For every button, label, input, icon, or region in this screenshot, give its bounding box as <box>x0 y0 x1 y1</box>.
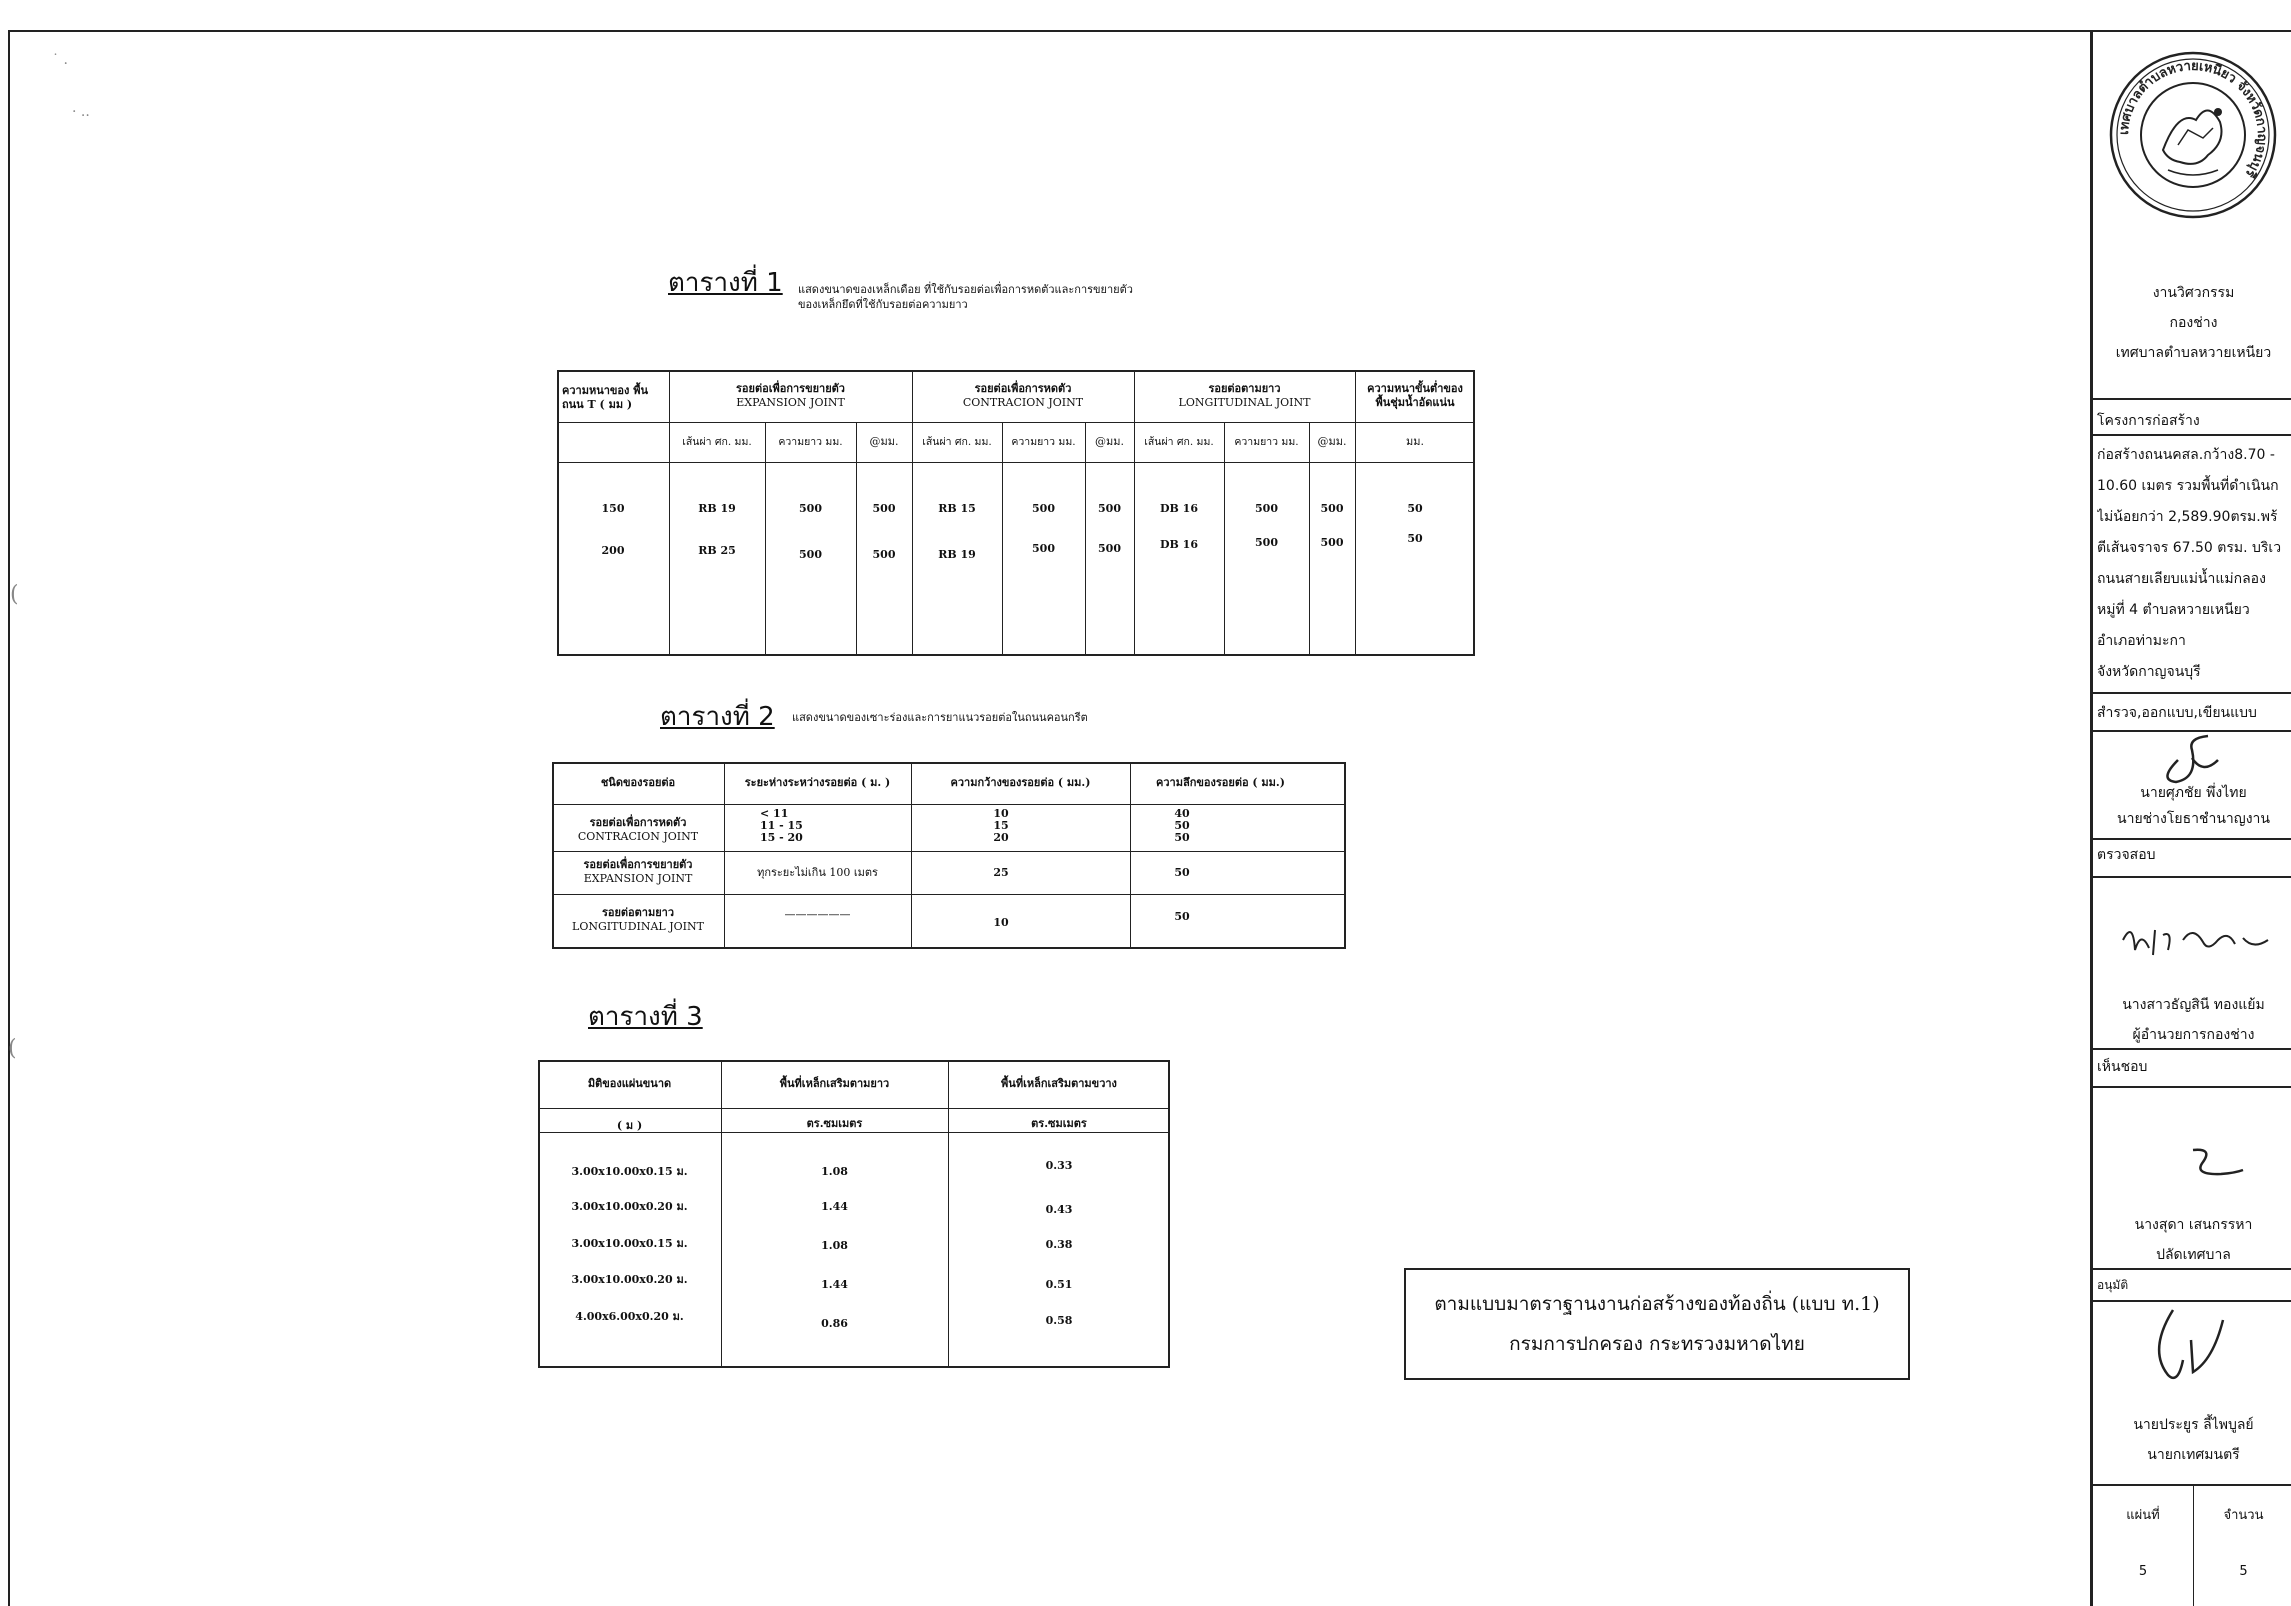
table3-trans: 0.51 <box>1045 1278 1073 1291</box>
table2-spacing: —————— <box>784 908 851 921</box>
checker-block: นางสาวธัญสินี ทองแย้ม ผู้อำนวยการกองช่าง <box>2122 997 2265 1043</box>
table1-header-slab: ความหนาขั้นต่ำของ พื้นชุ่มน้ำอัดแน่น <box>1367 382 1463 409</box>
scan-speck: ( <box>10 582 19 607</box>
standard-note-line1: ตามแบบมาตราฐานงานก่อสร้างของท้องถิ่น (แบบ ท.1) <box>1434 1293 1880 1315</box>
table3-trans: 0.38 <box>1045 1238 1073 1251</box>
table3-dim: 3.00x10.00x0.15 ม. <box>571 1237 688 1250</box>
table1-sub-diameter: เส้นผ่า ศก. มม. <box>922 436 992 448</box>
sheet-label: แผ่นที่ <box>2126 1508 2160 1523</box>
checker-signature-icon <box>2113 910 2283 970</box>
table1-cell: RB 19 <box>938 548 976 561</box>
table2-header: ระยะห่างระหว่างรอยต่อ ( ม. ) <box>744 776 891 789</box>
table3-unit: ตร.ซมเมตร <box>1031 1117 1087 1130</box>
surveyor-block: นายศุภชัย พึ่งไทย นายช่างโยธาชำนาญงาน <box>2117 785 2270 827</box>
table1-sub-length: ความยาว มม. <box>1011 436 1076 448</box>
table1-cell: 500 <box>1320 502 1344 515</box>
table2-spacing: < 11 11 - 15 15 - 20 <box>760 807 803 844</box>
table1-caption: แสดงขนาดของเหล็กเดือย ที่ใช้กับรอยต่อเพื่อการหดตัวและการขยายตัว ของเหล็กยึดที่ใช้กับรอยต่อความยาว <box>798 283 1133 311</box>
table1-cell: 500 <box>872 548 896 561</box>
table3-unit: ตร.ซมเมตร <box>806 1117 863 1130</box>
table1-sub-spacing: @มม. <box>1095 435 1124 448</box>
table3-header: พื้นที่เหล็กเสริมตามขวาง <box>1001 1077 1117 1090</box>
svg-text:เทศบาลตำบลหวายเหนียว จังหวัดกา: เทศบาลตำบลหวายเหนียว จังหวัดกาญจนบุรี <box>2116 58 2270 180</box>
table2-spacing: ทุกระยะไม่เกิน 100 เมตร <box>757 866 878 879</box>
table3-trans: 0.58 <box>1045 1314 1073 1327</box>
table2-type: รอยต่อเพื่อการหดตัว CONTRACION JOINT <box>577 816 699 843</box>
project-description: ก่อสร้างถนนคสล.กว้าง8.70 - 10.60 เมตร รวมพื้นที่ดำเนินก ไม่น้อยกว่า 2,589.90ตรม.พร้ ตีเส้นจราจร 67.50 ตรม. บริเว ถนนสายเลียบแม่น้ำแม่กลอง หมู่ที่ 4 ตำบลหวายเหนียว อำเภอท่ามะกา จังหวัดกาญจนบุรี <box>2097 447 2282 680</box>
survey-label: สำรวจ,ออกแบบ,เขียนแบบ <box>2097 705 2257 721</box>
table1-cell: 500 <box>1098 502 1121 515</box>
table2-header: ความลึกของรอยต่อ ( มม.) <box>1156 776 1285 789</box>
table1-header-contraction: รอยต่อเพื่อการหดตัว CONTRACION JOINT <box>962 382 1084 409</box>
table3-long: 0.86 <box>821 1317 848 1330</box>
table1-cell: 500 <box>1098 542 1121 555</box>
table1-header-thickness: ความหนาของ พื้นถนน T ( มม ) <box>562 384 649 411</box>
table3-long: 1.08 <box>821 1165 848 1178</box>
table3-header: พื้นที่เหล็กเสริมตามยาว <box>779 1077 890 1090</box>
scan-speck: · .. <box>72 104 90 120</box>
approve-label: อนุมัติ <box>2097 1278 2129 1292</box>
standard-note <box>1404 1268 1910 1380</box>
table1-cell: 50 <box>1407 502 1423 515</box>
table2-depth: 50 <box>1174 866 1190 879</box>
table2-width: 10 15 20 <box>993 807 1009 844</box>
approve-signature-icon <box>2143 1300 2253 1390</box>
table3-long: 1.44 <box>821 1278 848 1291</box>
table3-heading: ตารางที่ 3 <box>588 1002 703 1032</box>
table3-trans: 0.33 <box>1045 1159 1073 1172</box>
project-label: โครงการก่อสร้าง <box>2097 413 2200 429</box>
table2-header: ชนิดของรอยต่อ <box>600 776 676 789</box>
scan-speck: ˙ . <box>52 52 68 68</box>
table3-long: 1.44 <box>821 1200 848 1213</box>
table1-cell: RB 19 <box>698 502 736 515</box>
agree-block: นางสุดา เสนกรรหา ปลัดเทศบาล <box>2134 1217 2253 1263</box>
table1-sub-diameter: เส้นผ่า ศก. มม. <box>1144 436 1214 448</box>
table1-cell: 500 <box>1032 542 1055 555</box>
table2-depth: 50 <box>1174 910 1190 923</box>
sheet-number: 5 <box>2138 1564 2148 1579</box>
table1-cell: RB 25 <box>698 544 736 557</box>
table3-header: มิติของแผ่นขนาด <box>587 1077 672 1090</box>
table1-cell: 200 <box>601 544 625 557</box>
table3-long: 1.08 <box>821 1239 848 1252</box>
table1-cell: 500 <box>799 502 822 515</box>
table1-sub-length: ความยาว มม. <box>778 436 843 448</box>
check-label: ตรวจสอบ <box>2097 847 2156 863</box>
table1-cell: 500 <box>1320 536 1344 549</box>
table2-depth: 40 50 50 <box>1174 807 1190 844</box>
scan-speck: ( <box>8 1036 17 1061</box>
table1-sub-spacing: @มม. <box>1317 435 1347 448</box>
total-number: 5 <box>2239 1564 2248 1579</box>
table1-cell: 500 <box>799 548 822 561</box>
table1-heading: ตารางที่ 1 <box>668 268 783 298</box>
agree-label: เห็นชอบ <box>2097 1059 2148 1075</box>
org-name: งานวิศวกรรม กองช่าง เทศบาลตำบลหวายเหนียว <box>2115 285 2272 361</box>
table1-header-expansion: รอยต่อเพื่อการขยายตัว EXPANSION JOINT <box>736 382 845 409</box>
table3-dim: 3.00x10.00x0.20 ม. <box>571 1200 688 1213</box>
table1-sub-diameter: เส้นผ่า ศก. มม. <box>682 436 752 448</box>
table1-cell: 500 <box>872 502 896 515</box>
table1-header-longitudinal: รอยต่อตามยาว LONGITUDINAL JOINT <box>1178 382 1311 409</box>
table1-sub-spacing: @มม. <box>869 435 899 448</box>
table2-width: 25 <box>993 866 1009 879</box>
table1-cell: DB 16 <box>1160 502 1198 515</box>
table1-cell: 500 <box>1255 536 1278 549</box>
table3-dim: 4.00x6.00x0.20 ม. <box>575 1310 684 1323</box>
table1-cell: 500 <box>1255 502 1278 515</box>
table2-type: รอยต่อเพื่อการขยายตัว EXPANSION JOINT <box>583 858 693 885</box>
total-label: จำนวน <box>2223 1508 2264 1523</box>
agree-signature-icon <box>2173 1140 2253 1190</box>
table1-sub-length: ความยาว มม. <box>1234 436 1299 448</box>
table2-heading: ตารางที่ 2 <box>660 702 775 732</box>
table2-type: รอยต่อตามยาว LONGITUDINAL JOINT <box>572 906 704 933</box>
table3-unit: ( ม ) <box>616 1119 643 1132</box>
approve-block: นายประยูร ลี้ไพบูลย์ นายกเทศมนตรี <box>2133 1417 2254 1463</box>
table2-width: 10 <box>993 916 1009 929</box>
table1-cell: 50 <box>1407 532 1423 545</box>
table3-dim: 3.00x10.00x0.15 ม. <box>571 1165 688 1178</box>
table2-caption: แสดงขนาดของเซาะร่องและการยาแนวรอยต่อในถนนคอนกรีต <box>792 711 1088 724</box>
standard-note-line2: กรมการปกครอง กระทรวงมหาดไทย <box>1509 1333 1805 1355</box>
table1-cell: DB 16 <box>1160 538 1198 551</box>
table1-sub-mm: มม. <box>1406 435 1424 448</box>
table3-trans: 0.43 <box>1045 1203 1073 1216</box>
table3-dim: 3.00x10.00x0.20 ม. <box>571 1273 688 1286</box>
title-block <box>2090 30 2291 1606</box>
table1-cell: RB 15 <box>938 502 976 515</box>
table1-cell: 500 <box>1032 502 1055 515</box>
table1-cell: 150 <box>601 502 625 515</box>
table2-header: ความกว้างของรอยต่อ ( มม.) <box>950 776 1091 789</box>
municipal-seal-icon <box>2108 50 2278 220</box>
